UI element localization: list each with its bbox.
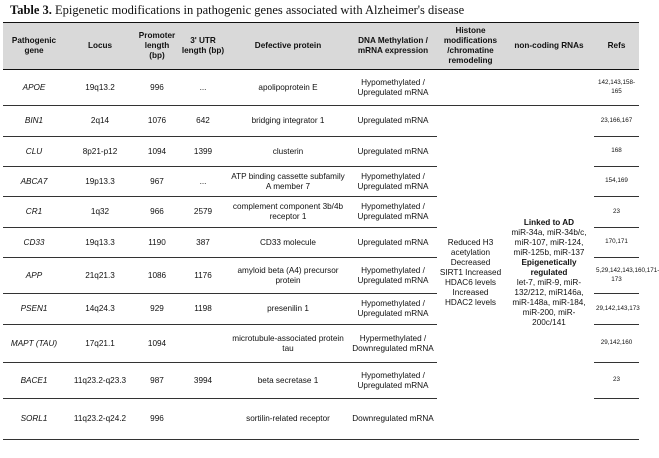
utr-cell <box>179 325 227 363</box>
refs-cell: 168 <box>594 137 639 167</box>
ncrna-cell <box>504 106 594 440</box>
locus-cell: 19q13.2 <box>65 70 135 106</box>
promoter-cell: 1086 <box>135 258 179 294</box>
protein-cell: microtubule-associated protein tau <box>227 325 349 363</box>
utr-cell: 642 <box>179 106 227 137</box>
utr-cell: ... <box>179 70 227 106</box>
gene-cell: BIN1 <box>3 106 65 137</box>
methylation-cell: Hypomethylated / Upregulated mRNA <box>349 197 437 228</box>
promoter-cell: 1094 <box>135 137 179 167</box>
histone-cell-empty <box>437 70 504 106</box>
refs-cell: 5,29,142,143,160,171-173 <box>594 258 639 294</box>
utr-cell: 1399 <box>179 137 227 167</box>
table-label: Table 3. <box>10 3 52 17</box>
methylation-cell: Hypomethylated / Upregulated mRNA <box>349 167 437 197</box>
gene-cell: BACE1 <box>3 363 65 399</box>
gene-cell: CR1 <box>3 197 65 228</box>
methylation-cell: Hypomethylated / Upregulated mRNA <box>349 294 437 325</box>
refs-cell: 142,143,158-165 <box>594 70 639 106</box>
promoter-cell: 996 <box>135 399 179 440</box>
utr-cell: 1198 <box>179 294 227 325</box>
methylation-cell: Hypermethylated / Downregulated mRNA <box>349 325 437 363</box>
methylation-cell: Downregulated mRNA <box>349 399 437 440</box>
table-row <box>3 106 639 137</box>
header-methylation: DNA Methylation / mRNA expression <box>349 23 437 70</box>
promoter-cell: 1076 <box>135 106 179 137</box>
locus-cell: 17q21.1 <box>65 325 135 363</box>
locus-cell: 19q13.3 <box>65 228 135 258</box>
methylation-cell: Upregulated mRNA <box>349 137 437 167</box>
header-ncrna: non-coding RNAs <box>504 23 594 70</box>
methylation-cell: Hypomethylated / Upregulated mRNA <box>349 258 437 294</box>
refs-cell: 170,171 <box>594 228 639 258</box>
table-title: Epigenetic modifications in pathogenic genes associated with Alzheimer's disease <box>51 3 465 17</box>
gene-cell: CD33 <box>3 228 65 258</box>
header-refs: Refs <box>594 23 639 70</box>
header-utr: 3' UTR length (bp) <box>179 23 227 70</box>
utr-cell: 387 <box>179 228 227 258</box>
utr-cell: 3994 <box>179 363 227 399</box>
ncrna-cell-empty <box>504 70 594 106</box>
table-row <box>3 70 639 106</box>
protein-cell: sortilin-related receptor <box>227 399 349 440</box>
promoter-cell: 996 <box>135 70 179 106</box>
protein-cell: apolipoprotein E <box>227 70 349 106</box>
table-caption <box>10 3 464 17</box>
locus-cell: 14q24.3 <box>65 294 135 325</box>
histone-cell-empty <box>594 399 639 440</box>
gene-cell: ABCA7 <box>3 167 65 197</box>
protein-cell: presenilin 1 <box>227 294 349 325</box>
protein-cell: amyloid beta (A4) precursor protein <box>227 258 349 294</box>
promoter-cell: 987 <box>135 363 179 399</box>
protein-cell: bridging integrator 1 <box>227 106 349 137</box>
ncrna-heading-linked: Linked to AD <box>523 217 575 227</box>
locus-cell: 21q21.3 <box>65 258 135 294</box>
refs-cell: 23 <box>594 363 639 399</box>
methylation-cell: Upregulated mRNA <box>349 228 437 258</box>
header-promoter: Promoter length (bp) <box>135 23 179 70</box>
locus-cell: 2q14 <box>65 106 135 137</box>
refs-cell: 23 <box>594 197 639 228</box>
promoter-cell: 967 <box>135 167 179 197</box>
gene-cell: MAPT (TAU) <box>3 325 65 363</box>
utr-cell: 1176 <box>179 258 227 294</box>
methylation-cell: Hypomethylated / Upregulated mRNA <box>349 70 437 106</box>
gene-cell: APOE <box>3 70 65 106</box>
protein-cell: CD33 molecule <box>227 228 349 258</box>
gene-cell: PSEN1 <box>3 294 65 325</box>
methylation-cell: Hypomethylated / Upregulated mRNA <box>349 363 437 399</box>
protein-cell: complement component 3b/4b receptor 1 <box>227 197 349 228</box>
gene-cell: CLU <box>3 137 65 167</box>
protein-cell: ATP binding cassette subfamily A member 7 <box>227 167 349 197</box>
header-histone: Histone modifications /chromatine remodeling <box>437 23 504 70</box>
promoter-cell: 966 <box>135 197 179 228</box>
utr-cell: ... <box>179 167 227 197</box>
promoter-cell: 1094 <box>135 325 179 363</box>
promoter-cell: 1190 <box>135 228 179 258</box>
locus-cell: 11q23.2-q24.2 <box>65 399 135 440</box>
locus-cell: 1q32 <box>65 197 135 228</box>
gene-cell: SORL1 <box>3 399 65 440</box>
ncrna-heading-regulated: Epigenetically regulated <box>521 257 577 277</box>
header-protein: Defective protein <box>227 23 349 70</box>
methylation-cell: Upregulated mRNA <box>349 106 437 137</box>
utr-cell <box>179 399 227 440</box>
protein-cell: clusterin <box>227 137 349 167</box>
header-row <box>3 23 639 70</box>
header-locus: Locus <box>65 23 135 70</box>
ncrna-regulated-list: let-7, miR-9, miR-132/212, miR146a, miR-148a, miR-184, miR-200, miR-200c/141 <box>512 277 586 327</box>
epigenetic-table <box>3 22 659 440</box>
ncrna-linked-list: miR-34a, miR-34b/c, miR-107, miR-124, miR-125b, miR-137 <box>511 227 587 257</box>
refs-cell: 23,166,167 <box>594 106 639 137</box>
histone-cell: Reduced H3 acetylation Decreased SIRT1 Increased HDAC6 levels Increased HDAC2 levels <box>437 106 504 440</box>
refs-cell: 29,142,143,173 <box>594 294 639 325</box>
locus-cell: 8p21-p12 <box>65 137 135 167</box>
header-gene: Pathogenic gene <box>3 23 65 70</box>
locus-cell: 11q23.2-q23.3 <box>65 363 135 399</box>
refs-cell: 29,142,160 <box>594 325 639 363</box>
gene-cell: APP <box>3 258 65 294</box>
locus-cell: 19p13.3 <box>65 167 135 197</box>
promoter-cell: 929 <box>135 294 179 325</box>
protein-cell: beta secretase 1 <box>227 363 349 399</box>
utr-cell: 2579 <box>179 197 227 228</box>
refs-cell: 154,169 <box>594 167 639 197</box>
